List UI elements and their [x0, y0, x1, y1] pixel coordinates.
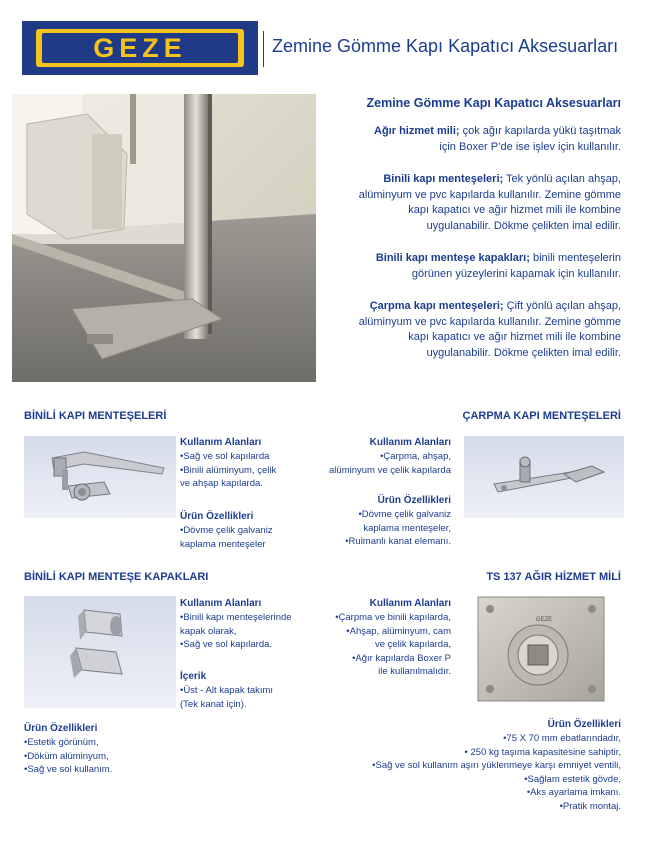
hinge-icon — [24, 436, 176, 518]
ts137-features-title: Ürün Özellikleri — [547, 719, 621, 730]
binili-usage-title: Kullanım Alanları — [180, 437, 262, 448]
carpma-title: ÇARPMA KAPI MENTEŞELERİ — [462, 410, 621, 422]
intro-term: Ağır hizmet mili; — [374, 125, 460, 137]
pivot-hinge-icon — [464, 436, 624, 518]
logo-text: GEZE — [93, 32, 187, 63]
ts137-image — [472, 593, 610, 705]
carpma-hinge-image — [464, 436, 624, 518]
intro-paragraph: Çarpma kapı menteşeleri; Çift yönlü açılan ahşap, alüminyum ve pvc kapılarda kullanılır. Zemine gömme kapı kapatıcı ve ağır hizmet mili ile kombine uygulanabilir. Dökme çelikten imal edilir. — [358, 300, 621, 359]
ts137-title: TS 137 AĞIR HİZMET MİLİ — [486, 571, 621, 583]
carpma-usage: Kullanım Alanları •Çarpma, ahşap, alüminyum ve çelik kapılarda — [291, 436, 451, 477]
bearing-plate-icon — [472, 593, 610, 705]
intro-term: Binili kapı menteşeleri; — [383, 173, 504, 185]
header-divider — [263, 31, 264, 67]
binili-usage: Kullanım Alanları •Sağ ve sol kapılarda •Binili alüminyum, çelik ve ahşap kapılarda. — [180, 437, 277, 489]
ts137-features: Ürün Özellikleri •75 X 70 mm ebatlarındadır, • 250 kg taşıma kapasitesine sahiptir, •Sağ ve sol kullanım aşırı yüklenmeye karşı emniyet ventili, •Sağlam estetik gövde, •Aks ayarlama imkanı. •Pratik montaj. — [281, 718, 621, 813]
kapak-usage-title: Kullanım Alanları — [180, 598, 262, 609]
intro-text — [321, 96, 621, 378]
svg-text:GEZE: GEZE — [535, 617, 553, 623]
hinge-cover-image — [24, 596, 176, 708]
kapak-content-title: İçerik — [180, 671, 207, 682]
kapak-usage: Kullanım Alanları •Binili kapı menteşelerinde kapak olarak, •Sağ ve sol kapılarda. — [180, 598, 292, 650]
ts137-usage: Kullanım Alanları •Çarpma ve binili kapılarda, •Ahşap, alüminyum, cam ve çelik kapılarda, •Ağır kapılarda Boxer P ile kullanılmalıdır. — [271, 597, 451, 679]
intro-paragraph: Binili kapı menteşe kapakları; binili menteşelerin görünen yüzeylerini kapamak için kullanılır. — [375, 252, 621, 280]
kapak-content: İçerik •Üst - Alt kapak takımı (Tek kanat için). — [180, 671, 274, 710]
binili-title: BİNİLİ KAPI MENTEŞELERİ — [24, 410, 167, 422]
intro-term: Binili kapı menteşe kapakları; — [375, 252, 530, 264]
intro-title: Zemine Gömme Kapı Kapatıcı Aksesuarları — [366, 96, 621, 110]
carpma-features: Ürün Özellikleri •Dövme çelik galvaniz kaplama menteşeler, •Rulmanlı kanat elemanı. — [291, 494, 451, 549]
hero-photo — [12, 94, 316, 382]
intro-paragraph: Binili kapı menteşeleri; Tek yönlü açılan ahşap, alüminyum ve pvc kapılarda kullanılır. Zemine gömme kapı kapatıcı ve ağır hizmet mili ile kombine uygulanabilir. Dökme çelikten imal edilir. — [358, 173, 621, 232]
carpma-usage-title: Kullanım Alanları — [369, 437, 451, 448]
binili-features-title: Ürün Özellikleri — [180, 511, 254, 522]
logo-face — [42, 33, 238, 63]
door-closer-photo — [12, 94, 316, 382]
kapak-features-title: Ürün Özellikleri — [24, 723, 98, 734]
logo-frame — [36, 29, 244, 67]
intro-paragraph: Ağır hizmet mili; çok ağır kapılarda yükü taşıtmak için Boxer P’de ise işlev için kullanılır. — [374, 125, 621, 153]
intro-term: Çarpma kapı menteşeleri; — [369, 300, 504, 312]
ts137-usage-title: Kullanım Alanları — [369, 598, 451, 609]
hinge-cover-icon — [24, 596, 176, 708]
kapak-features: Ürün Özellikleri •Estetik görünüm, •Döküm alüminyum, •Sağ ve sol kullanım. — [24, 723, 113, 775]
geze-logo — [22, 21, 258, 75]
page-title: Zemine Gömme Kapı Kapatıcı Aksesuarları — [272, 36, 619, 56]
binili-hinge-image — [24, 436, 176, 518]
kapak-title: BİNİLİ KAPI MENTEŞE KAPAKLARI — [24, 571, 209, 583]
binili-features: Ürün Özellikleri •Dövme çelik galvaniz kaplama menteşeler — [180, 511, 273, 550]
carpma-features-title: Ürün Özellikleri — [377, 495, 451, 506]
